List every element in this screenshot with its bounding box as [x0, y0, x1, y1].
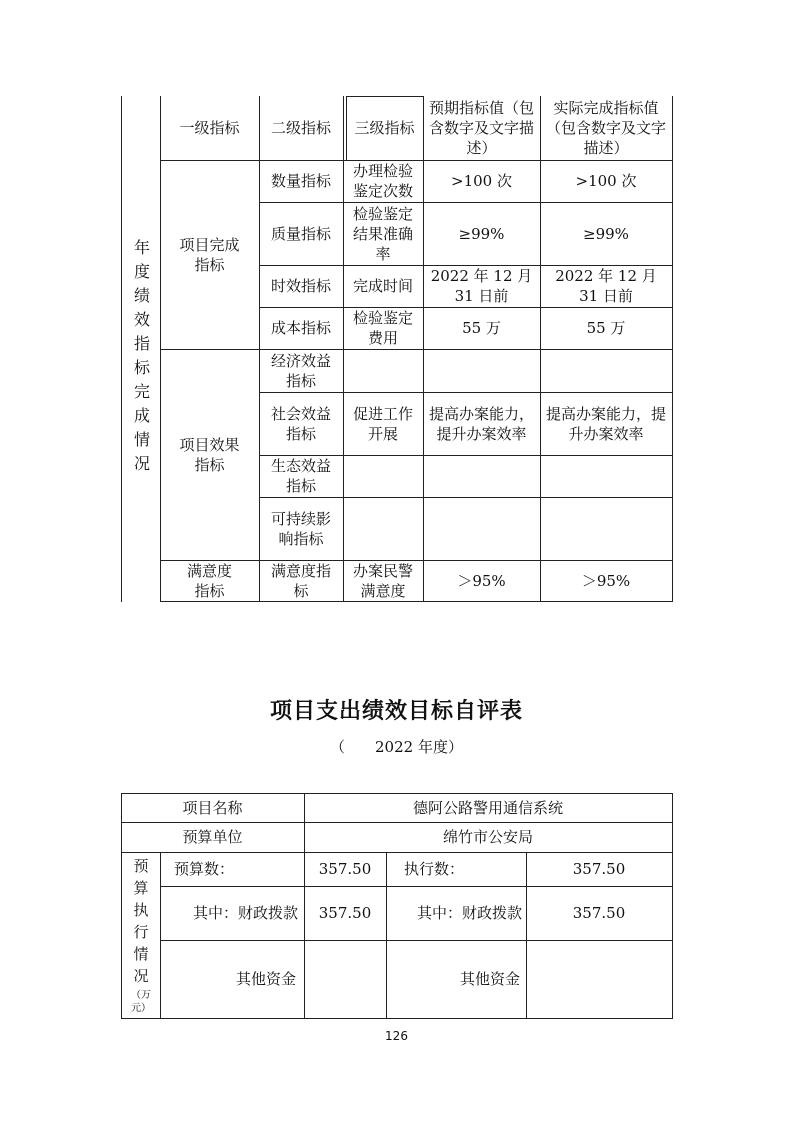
budget-value: 357.50	[318, 860, 372, 878]
other-funds-label: 其他资金	[235, 970, 296, 988]
row-level2: 满意度指标	[270, 561, 331, 600]
row-level3: 检验鉴定费用	[352, 309, 413, 347]
side-label-char: 绩	[133, 286, 150, 305]
row-level2: 生态效益指标	[270, 457, 331, 495]
row-expected: 提高办案能力，提升办案效率	[429, 404, 535, 443]
side-label-annual-performance	[128, 236, 156, 476]
header-level1: 一级指标	[179, 119, 240, 137]
row-level3: 促进工作开展	[352, 404, 413, 443]
side-label-char: 年	[133, 238, 150, 257]
side-label-char: 完	[133, 382, 150, 401]
side-label-char: 预	[133, 857, 149, 875]
exec-value: 357.50	[572, 860, 626, 878]
project-name-label: 项目名称	[182, 798, 243, 817]
table-border	[121, 1018, 673, 1019]
row-expected: 2022 年 12 月 31 日前	[430, 267, 533, 305]
header-expected: 预期指标值（包含数字及文字描述）	[428, 99, 534, 157]
row-expected	[423, 455, 540, 497]
table-border	[121, 96, 122, 602]
row-level2: 可持续影响指标	[270, 509, 331, 548]
other-funds-exec-label: 其他资金	[459, 970, 520, 988]
table-border	[160, 601, 672, 602]
row-level3	[343, 497, 423, 560]
row-actual: >100 次	[575, 172, 637, 190]
header-actual: 实际完成指标值（包含数字及文字描述）	[545, 99, 666, 157]
side-label-char: 行	[133, 923, 149, 941]
row-level3: 检验鉴定结果准确率	[352, 204, 413, 263]
side-label-char: 情	[133, 430, 150, 449]
header-level3: 三级指标	[354, 119, 415, 137]
table-border	[672, 96, 673, 602]
row-actual: ＞95%	[581, 571, 631, 590]
budget-unit-label: 预算单位	[182, 828, 243, 846]
exec-label: 执行数：	[404, 860, 465, 878]
row-actual	[540, 455, 672, 497]
side-label-char: 效	[133, 310, 150, 329]
row-actual	[540, 349, 672, 392]
group-satisfaction: 满意度指标	[186, 561, 232, 600]
row-expected	[423, 349, 540, 392]
row-actual	[540, 497, 672, 560]
row-level3: 完成时间	[352, 277, 413, 295]
fiscal-budget-value: 357.50	[318, 904, 372, 922]
row-level2: 质量指标	[270, 224, 331, 243]
group-effect: 项目效果指标	[179, 435, 240, 474]
row-expected	[423, 497, 540, 560]
side-label-char: 算	[133, 879, 149, 897]
row-level3: 办理检验鉴定次数	[352, 162, 413, 200]
side-label-char: 指	[133, 334, 150, 353]
page-title: 项目支出绩效目标自评表	[269, 698, 523, 724]
side-label-char: 况	[133, 967, 149, 985]
fiscal-year: （ 2022 年度）	[330, 738, 463, 756]
fiscal-exec-value: 357.50	[572, 904, 626, 922]
header-level2: 二级指标	[270, 119, 331, 137]
side-label-budget-execution	[124, 855, 158, 1015]
row-expected: ≥99%	[458, 224, 505, 243]
row-level3: 办案民警满意度	[352, 561, 413, 600]
side-label-char: 况	[133, 454, 150, 473]
row-actual: 提高办案能力，提升办案效率	[546, 404, 667, 443]
fiscal-exec-label: 其中：财政拨款	[416, 904, 522, 922]
side-label-char: 执	[133, 901, 149, 919]
side-label-char: 情	[133, 945, 149, 963]
side-label-char: 成	[133, 406, 150, 425]
page-number: 126	[385, 1029, 408, 1043]
row-actual: 2022 年 12 月 31 日前	[555, 267, 657, 305]
row-expected: 55 万	[462, 319, 501, 337]
row-level2: 社会效益指标	[270, 404, 331, 443]
row-actual: 55 万	[586, 319, 626, 337]
row-actual: ≥99%	[583, 224, 629, 243]
side-label-char: 标	[133, 358, 150, 377]
row-level2: 数量指标	[270, 172, 331, 190]
table-border	[672, 793, 673, 1019]
row-expected: >100 次	[451, 172, 512, 190]
row-level2: 时效指标	[270, 277, 331, 295]
side-label-unit: （万元）	[131, 990, 151, 1014]
fiscal-label: 其中：财政拨款	[192, 904, 298, 922]
group-completion: 项目完成指标	[179, 235, 240, 274]
project-name-value: 德阿公路警用通信系统	[412, 798, 563, 817]
budget-label: 预算数：	[174, 860, 235, 878]
row-level2: 经济效益指标	[270, 351, 331, 390]
row-expected: ＞95%	[457, 571, 506, 590]
row-level2: 成本指标	[270, 319, 331, 337]
side-label-char: 度	[133, 262, 150, 281]
row-level3	[343, 455, 423, 497]
budget-unit-value: 绵竹市公安局	[442, 828, 533, 846]
row-level3	[343, 349, 423, 392]
